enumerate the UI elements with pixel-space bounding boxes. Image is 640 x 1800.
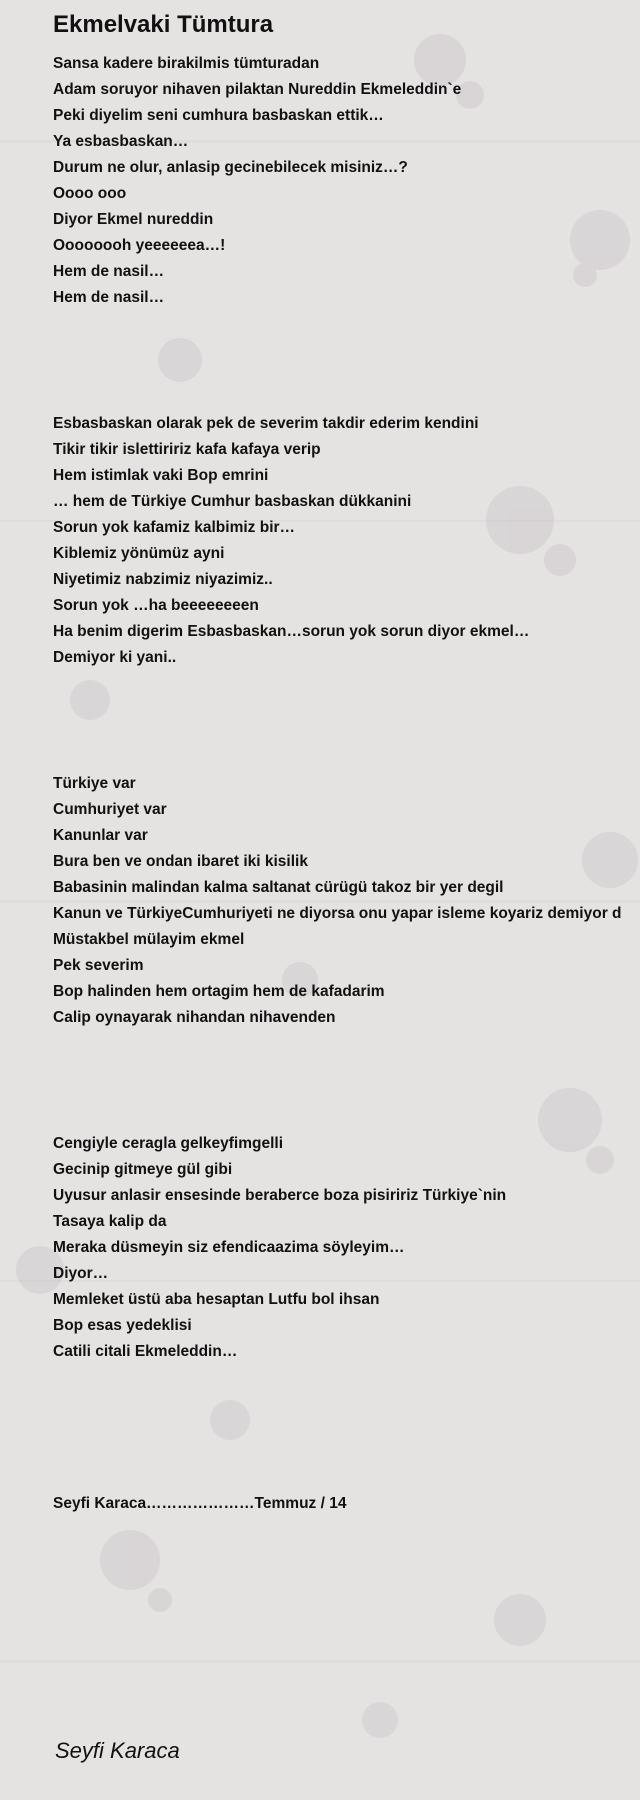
poem-line: … hem de Türkiye Cumhur basbaskan dükkanini [53, 493, 412, 510]
poem-line: Cumhuriyet var [53, 801, 167, 818]
poem-line: Tikir tikir islettiririz kafa kafaya verip [53, 441, 321, 458]
poem-stanza [53, 411, 529, 671]
poem-line: Türkiye var [53, 775, 136, 792]
poem-line: Peki diyelim seni cumhura basbaskan ettik… [53, 107, 384, 124]
poem-line: Hem istimlak vaki Bop emrini [53, 467, 269, 484]
poem-line: Hem de nasil… [53, 289, 165, 306]
poem-line: Kiblemiz yönümüz ayni [53, 545, 225, 562]
poem-line: Esbasbaskan olarak pek de severim takdir ederim kendini [53, 415, 479, 432]
poem-signature-line: Seyfi Karaca…………………Temmuz / 14 [53, 1495, 347, 1512]
poem-line: Uyusur anlasir ensesinde beraberce boza pisiririz Türkiye`nin [53, 1187, 507, 1204]
poem-line: Bop halinden hem ortagim hem de kafadarim [53, 983, 385, 1000]
poem-line: Oooooooh yeeeeeea…! [53, 237, 226, 254]
poem-line: Gecinip gitmeye gül gibi [53, 1161, 233, 1178]
poem-line: Bura ben ve ondan ibaret iki kisilik [53, 853, 308, 870]
poem-line: Sorun yok kafamiz kalbimiz bir… [53, 519, 296, 536]
author-signature: Seyfi Karaca [55, 1738, 180, 1763]
poem-line: Sansa kadere birakilmis tümturadan [53, 55, 320, 72]
poem-title: Ekmelvaki Tümtura [53, 11, 274, 38]
poem-line: Cengiyle ceragla gelkeyfimgelli [53, 1135, 284, 1152]
poem-line: Diyor… [53, 1265, 109, 1282]
poem-line: Kanunlar var [53, 827, 148, 844]
poem-line: Durum ne olur, anlasip gecinebilecek misiniz…? [53, 159, 408, 176]
poem-line: Bop esas yedeklisi [53, 1317, 192, 1334]
poem-stanza [53, 1131, 506, 1365]
poem-line: Hem de nasil… [53, 263, 165, 280]
poem-stanza [53, 51, 461, 311]
poem-line: Meraka düsmeyin siz efendicaazima söyleyim… [53, 1239, 405, 1256]
poem-line: Pek severim [53, 957, 144, 974]
poem-stanza [53, 771, 622, 1031]
poem-line: Kanun ve TürkiyeCumhuriyeti ne diyorsa onu yapar isleme koyariz demiyor d [53, 905, 622, 922]
poem-line: Babasinin malindan kalma saltanat cürügü takoz bir yer degil [53, 879, 504, 896]
poem-line: Adam soruyor nihaven pilaktan Nureddin Ekmeleddin`e [53, 81, 462, 98]
poem-line: Memleket üstü aba hesaptan Lutfu bol ihsan [53, 1291, 380, 1308]
poem-line: Tasaya kalip da [53, 1213, 167, 1230]
poem-line: Niyetimiz nabzimiz niyazimiz.. [53, 571, 273, 588]
poem-line: Sorun yok …ha beeeeeeeen [53, 597, 259, 614]
poem-line: Ha benim digerim Esbasbaskan…sorun yok sorun diyor ekmel… [53, 623, 530, 640]
poem-line: Calip oynayarak nihandan nihavenden [53, 1009, 336, 1026]
poem-line: Diyor Ekmel nureddin [53, 211, 214, 228]
poem-line: Oooo ooo [53, 185, 127, 202]
poem-line: Demiyor ki yani.. [53, 649, 177, 666]
poem-line: Catili citali Ekmeleddin… [53, 1343, 238, 1360]
poem-line: Ya esbasbaskan… [53, 133, 189, 150]
poem-line: Müstakbel mülayim ekmel [53, 931, 245, 948]
